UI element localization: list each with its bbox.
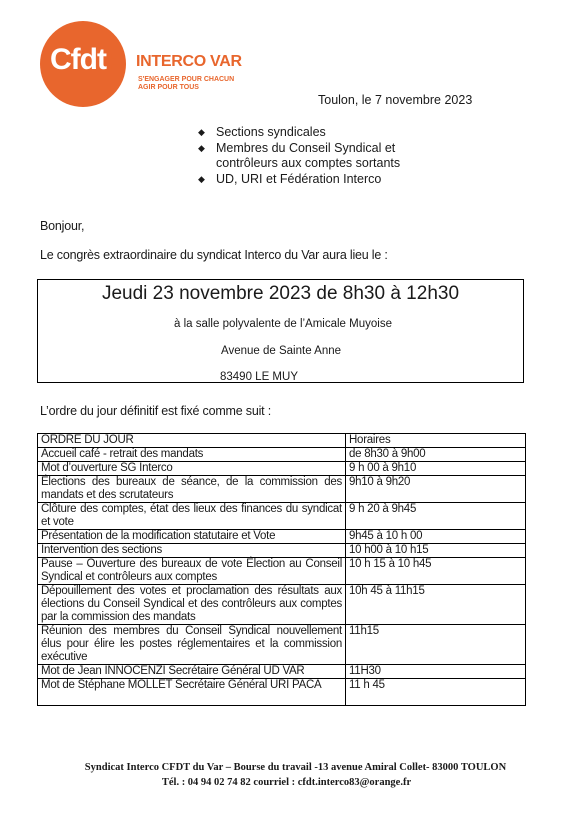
agenda-time: 9h45 à 10 h 00 (346, 530, 526, 544)
recipient-item: ◆ UD, URI et Fédération Interco (198, 171, 382, 186)
event-box (37, 279, 524, 383)
diamond-bullet-icon: ◆ (198, 142, 205, 153)
agenda-item: Dépouillement des votes et proclamation des résultats aux élections du Conseil Syndical et des contrôleurs aux comptes par la commission des mandats (38, 585, 346, 625)
recipient-item: ◆ Membres du Conseil Syndical et (198, 140, 396, 155)
agenda-item: Accueil café - retrait des mandats (38, 448, 346, 462)
agenda-item: Intervention des sections (38, 544, 346, 558)
table-row (38, 530, 526, 544)
event-city: 83490 LE MUY (220, 371, 298, 383)
table-row (38, 476, 526, 503)
event-datetime: Jeudi 23 novembre 2023 de 8h30 à 12h30 (101, 283, 460, 304)
recipients-list (196, 125, 400, 187)
table-row (38, 503, 526, 530)
diamond-bullet-icon: ◆ (198, 127, 205, 137)
diamond-bullet-icon: ◆ (198, 173, 205, 184)
table-row (38, 558, 526, 585)
agenda-item: Clôture des comptes, état des lieux des finances du syndicat et vote (38, 503, 346, 530)
agenda-time: 11h15 (346, 625, 526, 665)
table-row (38, 625, 526, 665)
footer-contact: Tél. : 04 94 02 74 82 courriel : cfdt.interco83@orange.fr (161, 777, 412, 788)
agenda-table (37, 433, 526, 706)
recipient-item: ◆ Sections syndicales (198, 125, 326, 139)
table-row (38, 448, 526, 462)
agenda-intro: L’ordre du jour définitif est fixé comme suit : (40, 404, 271, 418)
logo-tagline-2: AGIR POUR TOUS (138, 84, 199, 91)
agenda-time: 10 h00 à 10 h15 (346, 544, 526, 558)
event-street: Avenue de Sainte Anne (221, 345, 342, 357)
intro-paragraph: Le congrès extraordinaire du syndicat Interco du Var aura lieu le : (40, 248, 388, 262)
agenda-time: 9 h 00 à 9h10 (346, 462, 526, 476)
table-row (38, 585, 526, 625)
greeting: Bonjour, (40, 219, 85, 233)
agenda-item: Pause – Ouverture des bureaux de vote Élection au Conseil Syndical et contrôleurs aux comptes (38, 558, 346, 585)
agenda-time: 9 h 20 à 9h45 (346, 503, 526, 530)
agenda-time: 10 h 15 à 10 h45 (346, 558, 526, 585)
cfdt-interco-logo (40, 21, 242, 107)
logo-name: INTERCO VAR (136, 53, 242, 70)
agenda-header-item: ORDRE DU JOUR (38, 434, 346, 448)
agenda-time: 11 h 45 (346, 679, 526, 706)
agenda-item: Présentation de la modification statutaire et Vote (38, 530, 346, 544)
table-header-row (38, 434, 526, 448)
agenda-item: Mot de Jean INNOCENZI Secrétaire Général UD VAR (38, 665, 346, 679)
agenda-time: 10h 45 à 11h15 (346, 585, 526, 625)
table-row (38, 665, 526, 679)
agenda-item: Réunion des membres du Conseil Syndical nouvellement élus pour élire les postes réglementaires et la commission exécutive (38, 625, 346, 665)
agenda-time: 9h10 à 9h20 (346, 476, 526, 503)
agenda-time: de 8h30 à 9h00 (346, 448, 526, 462)
table-row (38, 679, 526, 706)
agenda-item: Élections des bureaux de séance, de la commission des mandats et des scrutateurs (38, 476, 346, 503)
logo-colon: : (109, 43, 119, 76)
agenda-time: 11H30 (346, 665, 526, 679)
event-venue: à la salle polyvalente de l’Amicale Muyoise (174, 318, 392, 330)
footer-address: Syndicat Interco CFDT du Var – Bourse du travail -13 avenue Amiral Collet- 83000 TOULON (84, 762, 507, 773)
logo-brand: Cfdt (50, 43, 106, 76)
agenda-header-time: Horaires (346, 434, 526, 448)
recipient-item-continuation: contrôleurs aux comptes sortants (216, 156, 401, 170)
agenda-item: Mot d’ouverture SG Interco (38, 462, 346, 476)
agenda-item: Mot de Stéphane MOLLET Secrétaire Général URI PACA (38, 679, 346, 706)
table-row (38, 544, 526, 558)
letter-date: Toulon, le 7 novembre 2023 (318, 93, 473, 107)
logo-tagline-1: S'ENGAGER POUR CHACUN (138, 76, 235, 83)
table-row (38, 462, 526, 476)
